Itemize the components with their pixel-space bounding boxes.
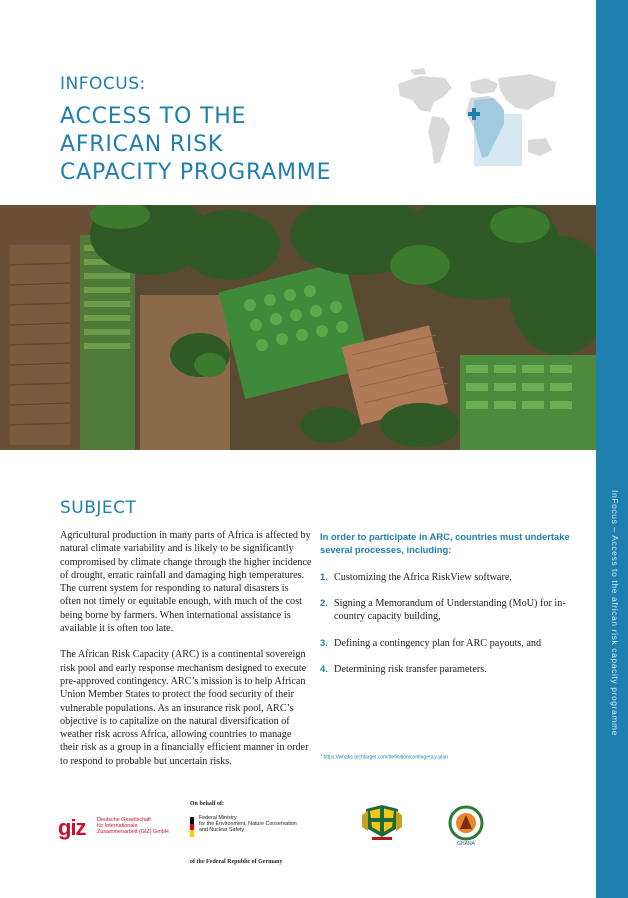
bmu-name: Federal Ministry for the Environment, Nature Conservation and Nuclear Safety <box>199 815 297 834</box>
step-number: 2. <box>320 598 328 610</box>
german-flag-icon <box>190 817 194 837</box>
list-item <box>320 637 582 650</box>
footnote-link[interactable]: https://whatis.techtarget.com/definition/contingency-plan <box>323 754 448 761</box>
list-item <box>320 663 582 676</box>
header <box>0 0 596 205</box>
aerial-farmland-photo <box>0 205 596 450</box>
giz-logo: giz <box>58 815 86 840</box>
kicker: INFOCUS: <box>60 74 146 94</box>
title-line-2: AFRICAN RISK <box>60 132 224 157</box>
subject-heading: SUBJECT <box>60 498 137 518</box>
footer-logos <box>0 795 596 885</box>
footnote-marker: 1 <box>320 752 323 757</box>
side-running-title: InFocus – Access to the african risk capacity programme <box>610 490 620 737</box>
subject-body <box>60 529 312 781</box>
world-map-icon <box>390 66 562 178</box>
ghana-emblem-icon <box>446 803 486 847</box>
on-behalf-label: On behalf of: <box>190 801 225 807</box>
bmu-country: of the Federal Republic of Germany <box>190 859 283 865</box>
step-number: 1. <box>320 572 328 583</box>
title-line-3: CAPACITY PROGRAMME <box>60 160 332 185</box>
subject-paragraph-2: The African Risk Capacity (ARC) is a continental sovereign risk pool and early response mechanism designed to execute pre-approved contingency. ARC’s mission is to help African Union Member States to protect the food security of their vulnerable populations. As an insurance risk pool, ARC’s objective is to capitalize on the natural diversification of weather risk across Africa, allowing countries to manage their risk as a group in a financially efficient manner in order to respond to probable but uncertain risks. <box>60 649 309 767</box>
processes-lead: In order to participate in ARC, countries must undertake several processes, including: <box>320 531 570 555</box>
page-title <box>60 103 380 187</box>
processes-section <box>320 530 582 689</box>
list-item <box>320 571 582 584</box>
title-line-1: ACCESS TO THE <box>60 104 247 129</box>
step-text: Determining risk transfer parameters. <box>334 663 487 675</box>
step-text: Customizing the Africa RiskView software, <box>334 572 512 583</box>
step-number: 3. <box>320 637 328 649</box>
process-steps <box>320 571 582 676</box>
footnote <box>320 752 448 761</box>
list-item <box>320 597 582 623</box>
step-text: Signing a Memorandum of Understanding (MoU) for in-country capacity building, <box>334 598 566 623</box>
svg-text:GHANA: GHANA <box>457 841 475 847</box>
step-text: Defining a contingency plan for ARC payouts, and <box>334 637 542 649</box>
step-number: 4. <box>320 663 328 675</box>
subject-paragraph-1: Agricultural production in many parts of Africa is affected by natural climate variability and is likely to be significantly compromised by climate change through the higher incidence of drought, erratic rainfall and damaging high temperatures. The current system for responding to natural disasters is often not timely or equitable enough, with much of the cost being borne by farmers. When international assistance is available it is often too late. <box>60 530 312 635</box>
giz-name: Deutsche Gesellschaft für Internationale Zusammenarbeit (GIZ) GmbH <box>97 817 169 836</box>
ghana-coat-of-arms-icon <box>360 801 404 841</box>
